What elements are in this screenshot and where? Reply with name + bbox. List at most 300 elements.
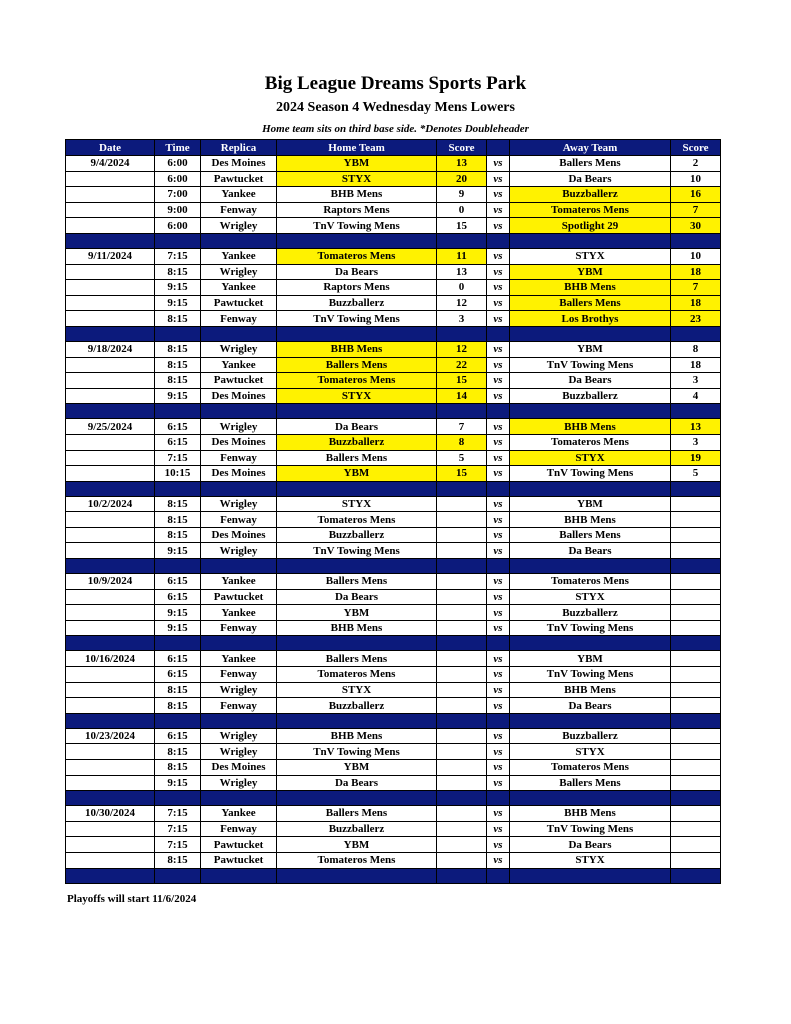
game-row	[66, 264, 721, 280]
game-time: 6:15	[155, 434, 201, 450]
home-score	[437, 651, 487, 667]
home-score	[437, 775, 487, 791]
game-replica: Wrigley	[201, 744, 277, 760]
game-replica: Des Moines	[201, 388, 277, 404]
home-team: STYX	[277, 682, 437, 698]
separator-cell	[277, 791, 437, 806]
separator-cell	[671, 713, 721, 728]
game-date	[66, 171, 155, 187]
home-team: Tomateros Mens	[277, 852, 437, 868]
separator-cell	[201, 326, 277, 341]
game-row	[66, 373, 721, 389]
game-time: 7:00	[155, 187, 201, 203]
home-team: TnV Towing Mens	[277, 218, 437, 234]
vs-label: vs	[487, 419, 510, 435]
away-team: Da Bears	[510, 837, 671, 853]
home-team: Da Bears	[277, 589, 437, 605]
vs-label: vs	[487, 667, 510, 683]
away-team: BHB Mens	[510, 806, 671, 822]
header-date: Date	[66, 140, 155, 156]
away-team: Buzzballerz	[510, 187, 671, 203]
away-score	[671, 837, 721, 853]
home-team: Raptors Mens	[277, 202, 437, 218]
vs-label: vs	[487, 450, 510, 466]
game-replica: Des Moines	[201, 156, 277, 172]
away-score	[671, 605, 721, 621]
game-date	[66, 698, 155, 714]
home-team: YBM	[277, 466, 437, 482]
home-score	[437, 527, 487, 543]
vs-label: vs	[487, 744, 510, 760]
separator-cell	[277, 636, 437, 651]
separator-cell	[155, 404, 201, 419]
separator-cell	[66, 559, 155, 574]
game-replica: Pawtucket	[201, 837, 277, 853]
vs-label: vs	[487, 512, 510, 528]
separator-cell	[201, 233, 277, 248]
game-row	[66, 543, 721, 559]
week-separator	[66, 713, 721, 728]
home-score	[437, 760, 487, 776]
home-team: Ballers Mens	[277, 574, 437, 590]
home-team: BHB Mens	[277, 620, 437, 636]
separator-cell	[510, 559, 671, 574]
game-date	[66, 280, 155, 296]
game-row	[66, 218, 721, 234]
game-date: 9/4/2024	[66, 156, 155, 172]
game-time: 8:15	[155, 760, 201, 776]
home-team: TnV Towing Mens	[277, 543, 437, 559]
game-replica: Des Moines	[201, 527, 277, 543]
header-home-team: Home Team	[277, 140, 437, 156]
separator-cell	[155, 868, 201, 883]
home-team: Tomateros Mens	[277, 373, 437, 389]
away-team: TnV Towing Mens	[510, 466, 671, 482]
game-row	[66, 187, 721, 203]
away-team: Buzzballerz	[510, 728, 671, 744]
home-score: 13	[437, 264, 487, 280]
separator-cell	[66, 233, 155, 248]
home-team: STYX	[277, 171, 437, 187]
away-score	[671, 589, 721, 605]
away-score: 7	[671, 202, 721, 218]
away-team: STYX	[510, 450, 671, 466]
game-row	[66, 620, 721, 636]
vs-label: vs	[487, 156, 510, 172]
separator-cell	[66, 713, 155, 728]
game-row	[66, 682, 721, 698]
home-score	[437, 852, 487, 868]
game-row	[66, 248, 721, 264]
separator-cell	[437, 868, 487, 883]
game-row	[66, 760, 721, 776]
away-team: BHB Mens	[510, 682, 671, 698]
game-date	[66, 543, 155, 559]
game-replica: Fenway	[201, 450, 277, 466]
away-team: STYX	[510, 248, 671, 264]
game-date	[66, 434, 155, 450]
home-score: 15	[437, 466, 487, 482]
home-score: 7	[437, 419, 487, 435]
week-separator	[66, 404, 721, 419]
week-separator	[66, 868, 721, 883]
away-team: Los Brothys	[510, 311, 671, 327]
separator-cell	[66, 404, 155, 419]
game-time: 9:15	[155, 295, 201, 311]
game-row	[66, 589, 721, 605]
separator-cell	[277, 233, 437, 248]
game-date	[66, 295, 155, 311]
vs-label: vs	[487, 651, 510, 667]
separator-cell	[437, 481, 487, 496]
separator-cell	[671, 404, 721, 419]
game-time: 7:15	[155, 821, 201, 837]
away-team: Buzzballerz	[510, 605, 671, 621]
game-time: 9:15	[155, 775, 201, 791]
home-team: Buzzballerz	[277, 527, 437, 543]
game-row	[66, 388, 721, 404]
home-team: STYX	[277, 496, 437, 512]
week-separator	[66, 481, 721, 496]
game-row	[66, 574, 721, 590]
game-replica: Fenway	[201, 667, 277, 683]
away-score: 23	[671, 311, 721, 327]
away-team: Tomateros Mens	[510, 434, 671, 450]
away-score	[671, 574, 721, 590]
game-row	[66, 171, 721, 187]
home-team: Da Bears	[277, 419, 437, 435]
vs-label: vs	[487, 373, 510, 389]
game-row	[66, 450, 721, 466]
game-date: 10/2/2024	[66, 496, 155, 512]
game-replica: Yankee	[201, 280, 277, 296]
away-team: YBM	[510, 264, 671, 280]
away-score: 18	[671, 264, 721, 280]
vs-label: vs	[487, 589, 510, 605]
separator-cell	[437, 233, 487, 248]
separator-cell	[201, 404, 277, 419]
game-time: 9:15	[155, 605, 201, 621]
table-header-row	[66, 140, 721, 156]
game-time: 6:15	[155, 728, 201, 744]
home-score	[437, 496, 487, 512]
away-score: 13	[671, 419, 721, 435]
separator-cell	[201, 481, 277, 496]
separator-cell	[155, 233, 201, 248]
game-row	[66, 806, 721, 822]
vs-label: vs	[487, 806, 510, 822]
home-score	[437, 698, 487, 714]
game-replica: Wrigley	[201, 341, 277, 357]
vs-label: vs	[487, 280, 510, 296]
home-score	[437, 744, 487, 760]
home-score: 22	[437, 357, 487, 373]
home-score	[437, 589, 487, 605]
game-time: 7:15	[155, 806, 201, 822]
away-team: Da Bears	[510, 543, 671, 559]
home-team: Tomateros Mens	[277, 667, 437, 683]
game-date	[66, 187, 155, 203]
home-score	[437, 806, 487, 822]
separator-cell	[437, 326, 487, 341]
game-date	[66, 450, 155, 466]
vs-label: vs	[487, 496, 510, 512]
separator-cell	[277, 404, 437, 419]
away-score	[671, 728, 721, 744]
game-time: 8:15	[155, 311, 201, 327]
home-score	[437, 605, 487, 621]
game-replica: Fenway	[201, 698, 277, 714]
game-row	[66, 667, 721, 683]
away-score	[671, 744, 721, 760]
game-time: 6:00	[155, 218, 201, 234]
separator-cell	[201, 713, 277, 728]
home-team: Da Bears	[277, 264, 437, 280]
home-team: TnV Towing Mens	[277, 744, 437, 760]
game-replica: Pawtucket	[201, 295, 277, 311]
game-replica: Wrigley	[201, 682, 277, 698]
page-title: Big League Dreams Sports Park	[264, 73, 527, 94]
game-date	[66, 373, 155, 389]
separator-cell	[201, 559, 277, 574]
game-time: 8:15	[155, 357, 201, 373]
separator-cell	[671, 481, 721, 496]
game-time: 9:00	[155, 202, 201, 218]
away-team: TnV Towing Mens	[510, 620, 671, 636]
vs-label: vs	[487, 698, 510, 714]
vs-label: vs	[487, 171, 510, 187]
game-date: 9/25/2024	[66, 419, 155, 435]
home-team: Buzzballerz	[277, 434, 437, 450]
away-score	[671, 852, 721, 868]
vs-label: vs	[487, 620, 510, 636]
vs-label: vs	[487, 682, 510, 698]
game-time: 8:15	[155, 496, 201, 512]
vs-label: vs	[487, 202, 510, 218]
separator-cell	[201, 636, 277, 651]
game-replica: Yankee	[201, 248, 277, 264]
game-date	[66, 620, 155, 636]
away-score: 16	[671, 187, 721, 203]
away-team: Tomateros Mens	[510, 574, 671, 590]
home-team: YBM	[277, 837, 437, 853]
separator-cell	[277, 481, 437, 496]
away-score: 30	[671, 218, 721, 234]
game-time: 7:15	[155, 837, 201, 853]
game-replica: Wrigley	[201, 728, 277, 744]
home-team: Ballers Mens	[277, 450, 437, 466]
game-replica: Wrigley	[201, 419, 277, 435]
away-score: 7	[671, 280, 721, 296]
game-date	[66, 837, 155, 853]
separator-cell	[437, 791, 487, 806]
game-replica: Wrigley	[201, 543, 277, 559]
game-row	[66, 728, 721, 744]
home-score: 3	[437, 311, 487, 327]
away-team: YBM	[510, 496, 671, 512]
vs-label: vs	[487, 837, 510, 853]
home-score	[437, 821, 487, 837]
away-team: Buzzballerz	[510, 388, 671, 404]
game-date	[66, 852, 155, 868]
home-score: 20	[437, 171, 487, 187]
separator-cell	[510, 481, 671, 496]
vs-label: vs	[487, 543, 510, 559]
game-row	[66, 837, 721, 853]
away-score: 18	[671, 357, 721, 373]
home-team: Buzzballerz	[277, 698, 437, 714]
away-score	[671, 512, 721, 528]
game-row	[66, 466, 721, 482]
home-team: Tomateros Mens	[277, 512, 437, 528]
vs-label: vs	[487, 218, 510, 234]
separator-cell	[487, 326, 510, 341]
home-score: 12	[437, 341, 487, 357]
header-replica: Replica	[201, 140, 277, 156]
away-team: Tomateros Mens	[510, 760, 671, 776]
away-score: 18	[671, 295, 721, 311]
vs-label: vs	[487, 388, 510, 404]
separator-cell	[66, 481, 155, 496]
home-score	[437, 667, 487, 683]
game-replica: Pawtucket	[201, 589, 277, 605]
game-row	[66, 651, 721, 667]
vs-label: vs	[487, 357, 510, 373]
vs-label: vs	[487, 775, 510, 791]
game-replica: Yankee	[201, 357, 277, 373]
home-team: Tomateros Mens	[277, 248, 437, 264]
vs-label: vs	[487, 264, 510, 280]
home-score: 0	[437, 280, 487, 296]
game-row	[66, 698, 721, 714]
separator-cell	[155, 559, 201, 574]
home-team: YBM	[277, 760, 437, 776]
game-replica: Pawtucket	[201, 852, 277, 868]
separator-cell	[487, 791, 510, 806]
away-score: 8	[671, 341, 721, 357]
home-score: 5	[437, 450, 487, 466]
home-score: 15	[437, 218, 487, 234]
game-date	[66, 218, 155, 234]
game-date	[66, 760, 155, 776]
game-replica: Yankee	[201, 187, 277, 203]
separator-cell	[510, 404, 671, 419]
home-score	[437, 574, 487, 590]
vs-label: vs	[487, 760, 510, 776]
home-team: YBM	[277, 605, 437, 621]
game-time: 8:15	[155, 744, 201, 760]
game-row	[66, 512, 721, 528]
game-time: 6:15	[155, 589, 201, 605]
game-replica: Fenway	[201, 311, 277, 327]
home-team: Raptors Mens	[277, 280, 437, 296]
game-time: 9:15	[155, 543, 201, 559]
away-score	[671, 682, 721, 698]
game-time: 6:15	[155, 419, 201, 435]
home-team: Buzzballerz	[277, 821, 437, 837]
home-score	[437, 682, 487, 698]
game-replica: Wrigley	[201, 218, 277, 234]
home-team: TnV Towing Mens	[277, 311, 437, 327]
home-team: YBM	[277, 156, 437, 172]
game-row	[66, 852, 721, 868]
separator-cell	[437, 636, 487, 651]
game-replica: Des Moines	[201, 434, 277, 450]
game-date	[66, 311, 155, 327]
game-date	[66, 682, 155, 698]
away-team: STYX	[510, 589, 671, 605]
header-home-score: Score	[437, 140, 487, 156]
away-score: 3	[671, 434, 721, 450]
game-row	[66, 527, 721, 543]
header-away-score: Score	[671, 140, 721, 156]
separator-cell	[277, 559, 437, 574]
separator-cell	[277, 326, 437, 341]
vs-label: vs	[487, 341, 510, 357]
away-score: 19	[671, 450, 721, 466]
game-date: 9/11/2024	[66, 248, 155, 264]
separator-cell	[437, 559, 487, 574]
game-row	[66, 434, 721, 450]
game-time: 6:00	[155, 171, 201, 187]
home-score: 12	[437, 295, 487, 311]
game-replica: Fenway	[201, 202, 277, 218]
week-separator	[66, 233, 721, 248]
separator-cell	[487, 636, 510, 651]
game-date	[66, 744, 155, 760]
separator-cell	[487, 713, 510, 728]
game-replica: Pawtucket	[201, 373, 277, 389]
separator-cell	[155, 326, 201, 341]
game-replica: Des Moines	[201, 466, 277, 482]
game-replica: Wrigley	[201, 775, 277, 791]
game-replica: Wrigley	[201, 264, 277, 280]
game-time: 8:15	[155, 373, 201, 389]
game-time: 8:15	[155, 512, 201, 528]
game-time: 10:15	[155, 466, 201, 482]
home-team: BHB Mens	[277, 187, 437, 203]
schedule-note: Home team sits on third base side. *Denotes Doubleheader	[262, 123, 529, 135]
separator-cell	[510, 713, 671, 728]
away-team: Da Bears	[510, 373, 671, 389]
separator-cell	[487, 233, 510, 248]
away-team: Spotlight 29	[510, 218, 671, 234]
game-row	[66, 295, 721, 311]
vs-label: vs	[487, 728, 510, 744]
away-team: YBM	[510, 651, 671, 667]
game-date	[66, 388, 155, 404]
game-time: 6:15	[155, 667, 201, 683]
away-team: BHB Mens	[510, 419, 671, 435]
vs-label: vs	[487, 295, 510, 311]
game-row	[66, 605, 721, 621]
week-separator	[66, 791, 721, 806]
home-team: BHB Mens	[277, 728, 437, 744]
game-date	[66, 512, 155, 528]
away-team: STYX	[510, 744, 671, 760]
away-score: 3	[671, 373, 721, 389]
game-row	[66, 357, 721, 373]
separator-cell	[277, 868, 437, 883]
game-date	[66, 775, 155, 791]
game-replica: Pawtucket	[201, 171, 277, 187]
away-team: YBM	[510, 341, 671, 357]
game-date	[66, 264, 155, 280]
game-replica: Fenway	[201, 512, 277, 528]
vs-label: vs	[487, 248, 510, 264]
vs-label: vs	[487, 852, 510, 868]
game-time: 6:15	[155, 574, 201, 590]
